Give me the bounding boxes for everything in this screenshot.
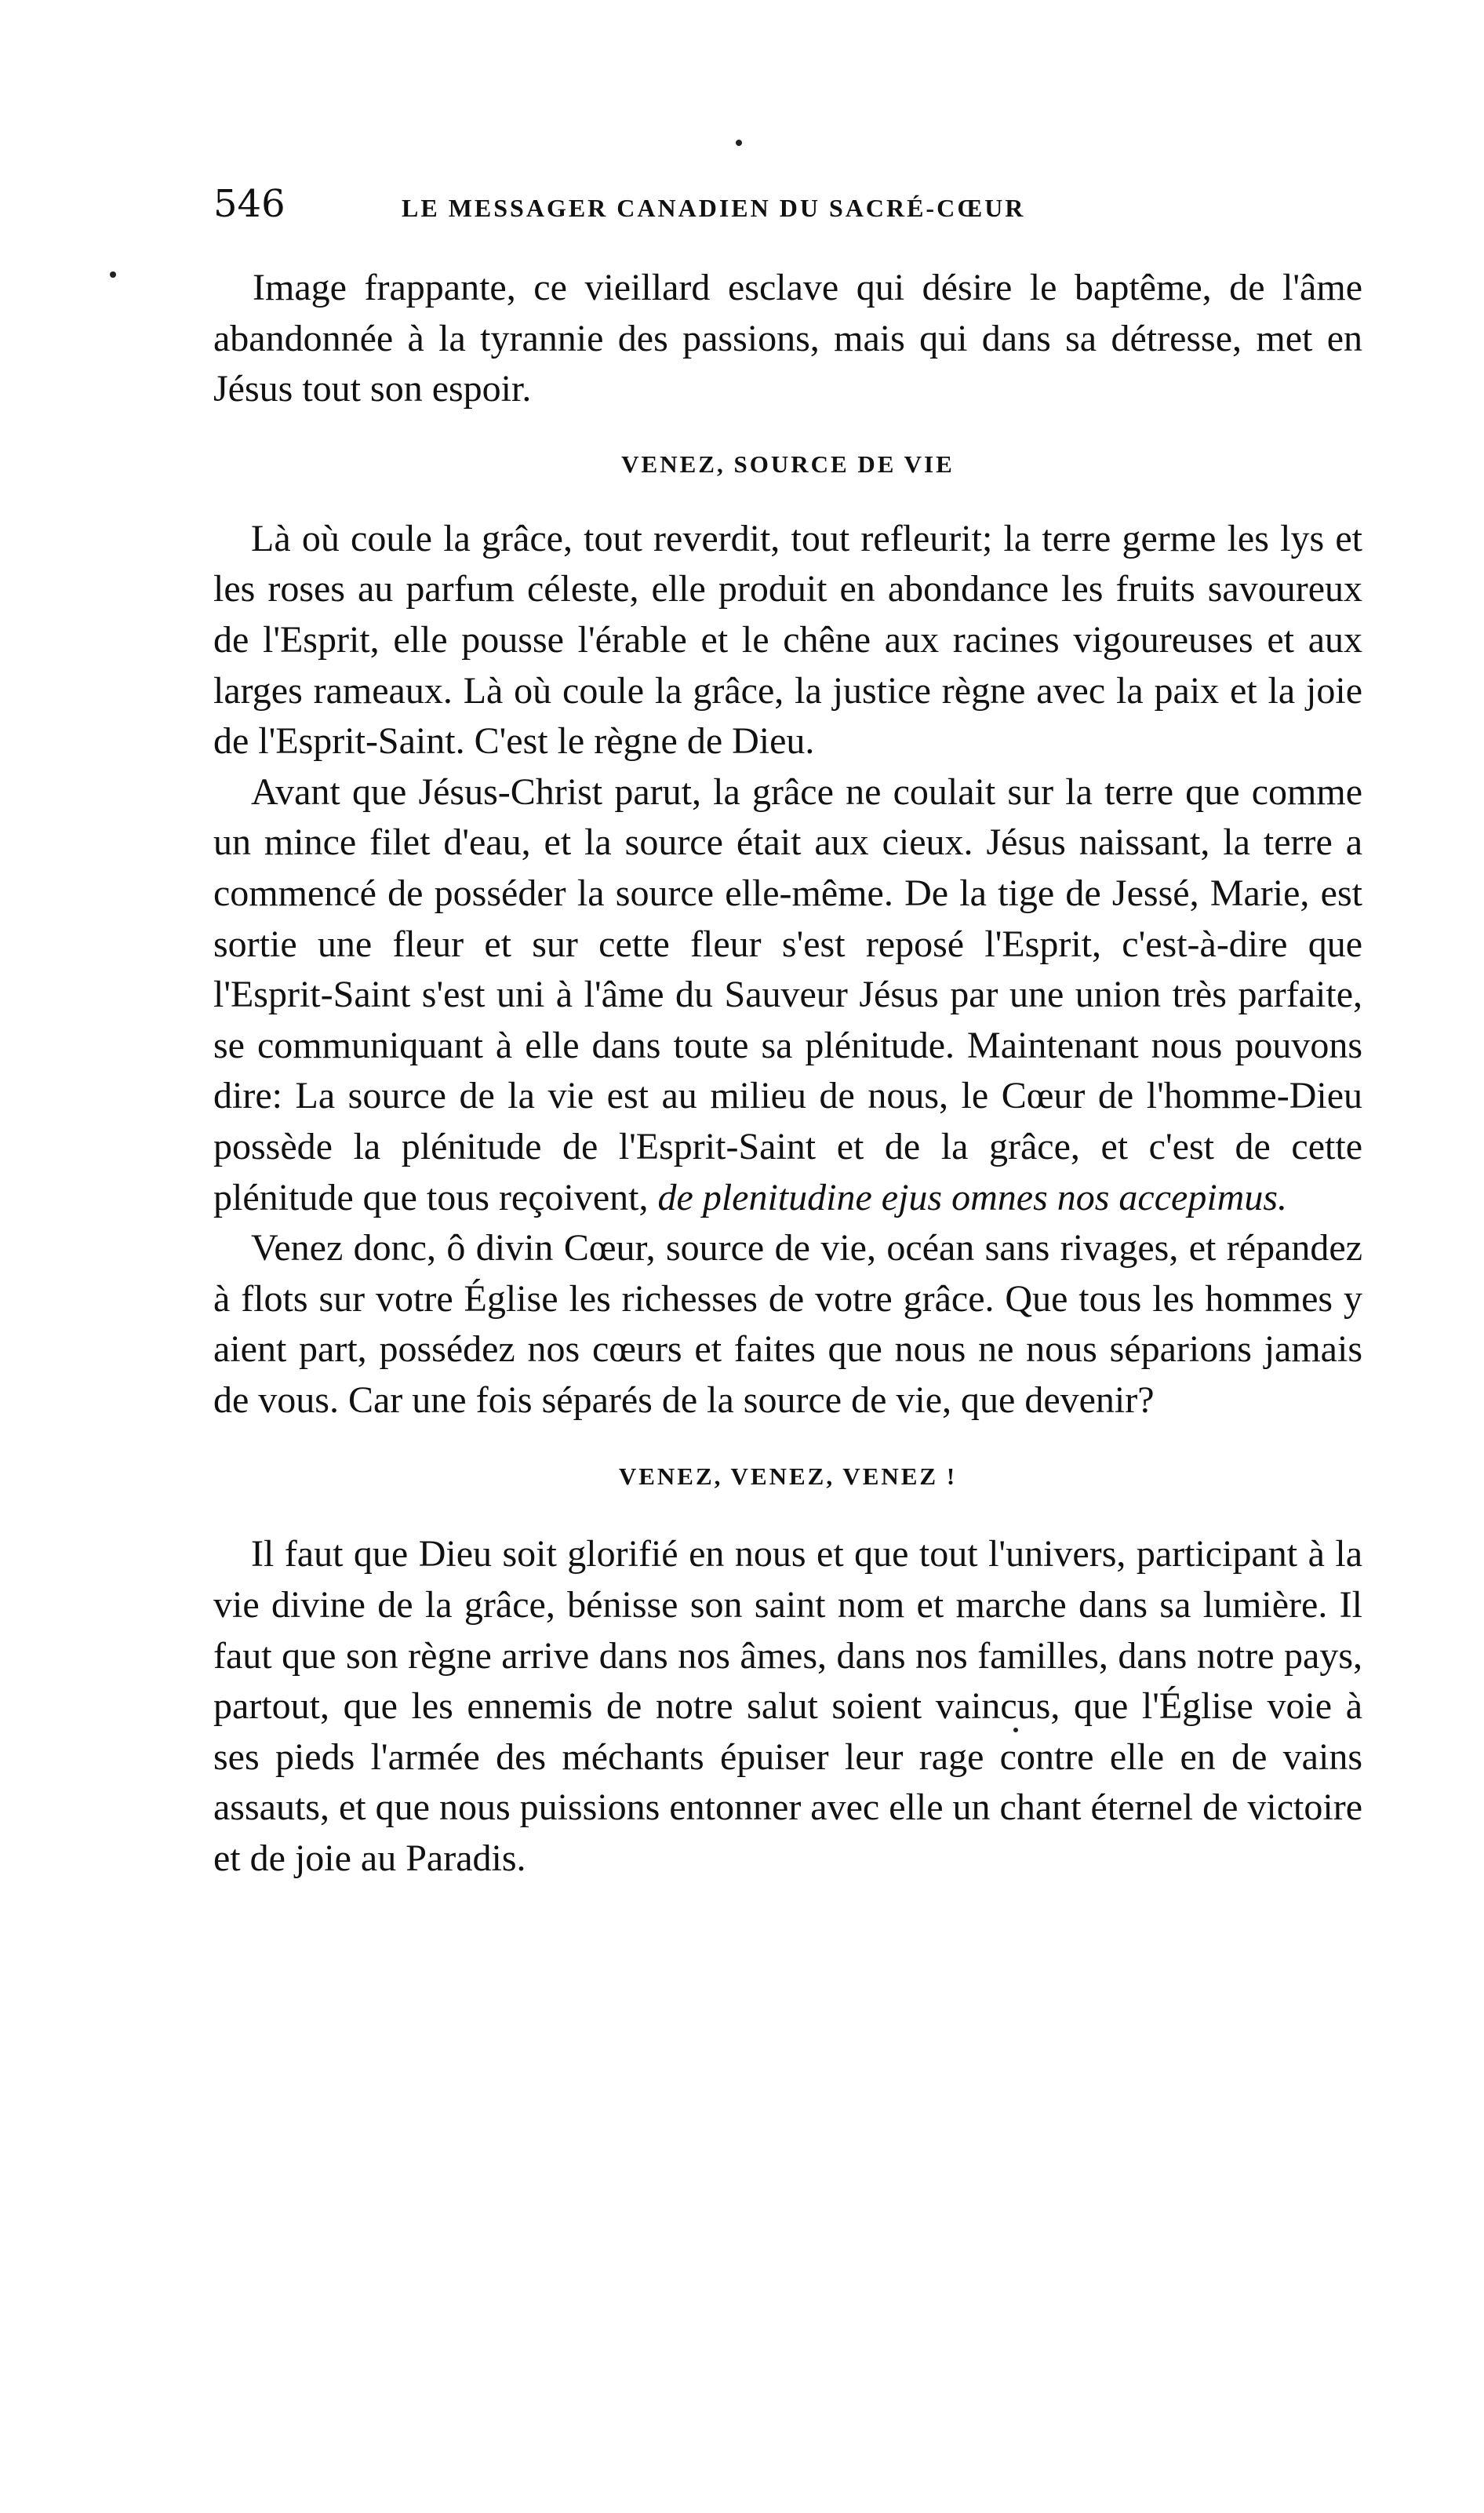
section-heading-2: VENEZ, VENEZ, VENEZ !: [618, 1462, 958, 1491]
page-header: [213, 180, 1374, 235]
latin-quotation: de plenitudine ejus omnes nos accepimus.: [657, 1176, 1288, 1218]
paragraph-2: Là où coule la grâce, tout reverdit, tout refleurit; la terre germe les lys et les roses au parfum céleste, elle produit en abondance les fruits savoureux de l'Esprit, elle pousse l'érable et le chêne aux racines vigoureuses et aux larges rameaux. Là où coule la grâce, la justice règne avec la paix et la joie de l'Esprit-Saint. C'est le règne de Dieu.: [213, 517, 1362, 763]
paragraph-4: Venez donc, ô divin Cœur, source de vie, océan sans rivages, et répandez à flots sur votre Église les richesses de votre grâce. Que tous les hommes y aient part, possédez nos cœurs et faites que nous ne nous séparions jamais de vous. Car une fois séparés de la source de vie, que devenir?: [213, 1227, 1362, 1421]
paragraph-3-text: Avant que Jésus-Christ parut, la grâce ne coulait sur la terre que comme un mince filet d'eau, et la source était aux cieux. Jésus naissant, la terre a commencé de posséder la source elle-même. De la tige de Jessé, Marie, est sortie une fleur et sur cette fleur s'est reposé l'Esprit, c'est-à-dire que l'Esprit-Saint s'est uni à l'âme du Sauveur Jésus par une union très parfaite, se communiquant à elle dans toute sa plénitude. Maintenant nous pouvons dire: La source de la vie est au milieu de nous, le Cœur de l'homme-Dieu possède la plénitude de l'Esprit-Saint et de la grâce, et c'est de cette plénitude que tous reçoivent,: [213, 770, 1362, 1218]
print-speck: [1013, 1728, 1018, 1732]
print-speck: [110, 271, 116, 278]
paragraph-3: [213, 767, 1362, 1223]
page-number: 546: [213, 182, 286, 226]
body-text: [213, 263, 1362, 1885]
section-heading-1: VENEZ, SOURCE DE VIE: [621, 450, 955, 478]
running-title: LE MESSAGER CANADIEN DU SACRÉ-CŒUR: [402, 194, 1026, 222]
paragraph-5: Il faut que Dieu soit glorifié en nous et que tout l'univers, participant à la vie divine de la grâce, bénisse son saint nom et marche dans sa lumière. Il faut que son règne arrive dans nos âmes, dans nos familles, dans notre pays, partout, que les ennemis de notre salut soient vaincus, que l'Église voie à ses pieds l'armée des méchants épuiser leur rage contre elle en de vains assauts, et que nous puissions entonner avec elle un chant éternel de victoire et de joie au Paradis.: [213, 1533, 1362, 1880]
print-speck: [736, 140, 742, 146]
paragraph-1: Image frappante, ce vieillard esclave qui désire le baptême, de l'âme abandonnée à la tyrannie des passions, mais qui dans sa détresse, met en Jésus tout son espoir.: [213, 267, 1362, 410]
